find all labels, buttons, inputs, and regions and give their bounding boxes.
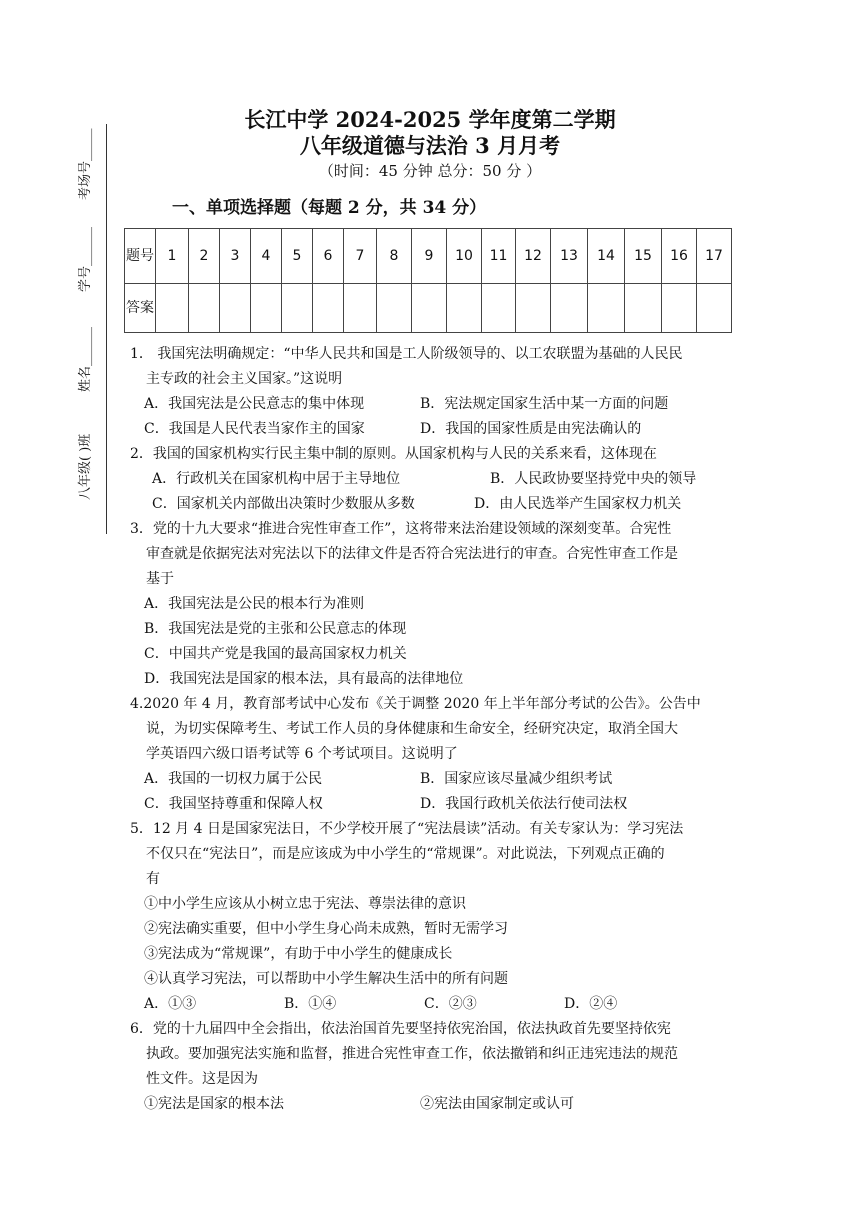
- statement-2: ②宪法确实重要，但中小学生身心尚未成熟，暂时无需学习: [144, 921, 508, 937]
- exam-subtitle: 八年级道德与法治 3 月月考: [299, 133, 561, 158]
- statement-3: ③宪法成为“常规课”，有助于中小学生的健康成长: [144, 946, 453, 962]
- option-d: D．我国的国家性质是由宪法确认的: [420, 421, 642, 437]
- option-row: [130, 417, 740, 442]
- table-cell: 5: [282, 229, 313, 284]
- table-cell: 7: [344, 229, 377, 284]
- option-d: D．由人民选举产生国家权力机关: [474, 496, 682, 512]
- question-6: [130, 1017, 740, 1117]
- question-stem: 3．党的十九大要求“推进合宪性审查工作”，这将带来法治建设领域的深刻变革。合宪性: [130, 521, 672, 537]
- answer-cell[interactable]: [588, 284, 625, 333]
- table-cell: 10: [447, 229, 482, 284]
- answer-cell[interactable]: [282, 284, 313, 333]
- option-c: C．中国共产党是我国的最高国家权力机关: [144, 646, 407, 662]
- question-stem: 性文件。这是因为: [146, 1071, 258, 1087]
- option-a: A．行政机关在国家机构中居于主导地位: [152, 471, 401, 487]
- answer-cell[interactable]: [251, 284, 282, 333]
- table-cell: 13: [551, 229, 588, 284]
- answer-header: 答案: [125, 284, 156, 333]
- answer-cell[interactable]: [662, 284, 697, 333]
- section-title: 一、单项选择题（每题 2 分，共 34 分）: [172, 198, 487, 218]
- option-c: C．国家机关内部做出决策时少数服从多数: [152, 496, 415, 512]
- question-stem: 2．我国的国家机构实行民主集中制的原则。从国家机构与人民的关系来看，这体现在: [130, 446, 657, 462]
- question-stem: 主专政的社会主义国家。”这说明: [146, 371, 343, 387]
- answer-cell[interactable]: [447, 284, 482, 333]
- option-b: B．我国宪法是党的主张和公民意志的体现: [144, 621, 407, 637]
- question-stem: 5．12 月 4 日是国家宪法日，不少学校开展了“宪法晨读”活动。有关专家认为：学习宪法: [130, 821, 684, 837]
- answer-cell[interactable]: [516, 284, 551, 333]
- question-stem: 执政。要加强宪法实施和监督，推进合宪性审查工作，依法撤销和纠正违宪违法的规范: [146, 1046, 678, 1062]
- answer-cell[interactable]: [697, 284, 732, 333]
- answer-cell[interactable]: [189, 284, 220, 333]
- table-cell: 9: [412, 229, 447, 284]
- question-stem: 有: [146, 871, 160, 887]
- name-label: 姓名______: [78, 326, 93, 392]
- question-stem: 4.2020 年 4 月，教育部考试中心发布《关于调整 2020 年上半年部分考试的公告》。公告中: [130, 696, 701, 712]
- answer-cell[interactable]: [156, 284, 189, 333]
- option-a: A．我国的一切权力属于公民: [144, 771, 323, 787]
- table-cell: 11: [482, 229, 516, 284]
- statement-1: ①中小学生应该从小树立忠于宪法、尊崇法律的意识: [144, 896, 466, 912]
- binding-line: [106, 124, 107, 534]
- option-c: C．我国是人民代表当家作主的国家: [144, 421, 365, 437]
- question-stem: 不仅只在“宪法日”，而是应该成为中小学生的“常规课”。对此说法，下列观点正确的: [146, 846, 665, 862]
- question-stem: 6．党的十九届四中全会指出，依法治国首先要坚持依宪治国，依法执政首先要坚持依宪: [130, 1021, 671, 1037]
- answer-table: [124, 228, 732, 333]
- question-5: [130, 817, 740, 1017]
- option-b: B．宪法规定国家生活中某一方面的问题: [420, 396, 669, 412]
- table-cell: 2: [189, 229, 220, 284]
- question-stem: 学英语四六级口语考试等 6 个考试项目。这说明了: [146, 746, 458, 762]
- option-b: B．①④: [284, 996, 337, 1012]
- question-stem: 说，为切实保障考生、考试工作人员的身体健康和生命安全，经研究决定，取消全国大: [146, 721, 678, 737]
- option-c: C．②③: [424, 996, 477, 1012]
- table-cell: 4: [251, 229, 282, 284]
- statement-4: ④认真学习宪法，可以帮助中小学生解决生活中的所有问题: [144, 971, 508, 987]
- statement-row: [130, 1092, 740, 1117]
- answer-cell[interactable]: [377, 284, 412, 333]
- option-row: [130, 792, 740, 817]
- question-1: [130, 342, 740, 442]
- option-row: [130, 992, 740, 1017]
- table-cell: 3: [220, 229, 251, 284]
- option-row: [130, 767, 740, 792]
- exam-title: 长江中学 2024-2025 学年度第二学期: [244, 107, 616, 132]
- student-no-label: 学号______: [78, 226, 93, 292]
- table-cell: 12: [516, 229, 551, 284]
- answer-cell[interactable]: [482, 284, 516, 333]
- answer-cell[interactable]: [220, 284, 251, 333]
- option-d: D．我国行政机关依法行使司法权: [420, 796, 628, 812]
- table-cell: 15: [625, 229, 662, 284]
- table-cell: 14: [588, 229, 625, 284]
- question-stem: 审查就是依据宪法对宪法以下的法律文件是否符合宪法进行的审查。合宪性审查工作是: [146, 546, 678, 562]
- question-list: [130, 342, 740, 1117]
- option-c: C．我国坚持尊重和保障人权: [144, 796, 323, 812]
- answer-cell[interactable]: [625, 284, 662, 333]
- option-row: [130, 492, 740, 517]
- option-d: D．②④: [564, 996, 618, 1012]
- table-cell: 16: [662, 229, 697, 284]
- option-row: [130, 392, 740, 417]
- question-2: [130, 442, 740, 517]
- option-d: D．我国宪法是国家的根本法，具有最高的法律地位: [144, 671, 464, 687]
- exam-info: （时间：45 分钟 总分：50 分 ）: [318, 162, 542, 180]
- table-cell: 17: [697, 229, 732, 284]
- answer-cell[interactable]: [313, 284, 344, 333]
- option-a: A．我国宪法是公民的根本行为准则: [144, 596, 365, 612]
- option-a: A．我国宪法是公民意志的集中体现: [144, 396, 365, 412]
- table-cell: 6: [313, 229, 344, 284]
- class-label: 八年级( )班: [78, 433, 93, 500]
- option-b: B．人民政协要坚持党中央的领导: [490, 471, 697, 487]
- exam-room-label: 考场号_____: [78, 128, 93, 200]
- answer-cell[interactable]: [551, 284, 588, 333]
- answer-cell[interactable]: [344, 284, 377, 333]
- statement-2: ②宪法由国家制定或认可: [420, 1096, 574, 1112]
- table-cell: 1: [156, 229, 189, 284]
- statement-1: ①宪法是国家的根本法: [144, 1096, 284, 1112]
- question-stem: 1． 我国宪法明确规定：“中华人民共和国是工人阶级领导的、以工农联盟为基础的人民民: [130, 346, 683, 362]
- option-row: [130, 467, 740, 492]
- answer-cell[interactable]: [412, 284, 447, 333]
- table-cell: 8: [377, 229, 412, 284]
- option-a: A．①③: [144, 996, 197, 1012]
- option-b: B．国家应该尽量减少组织考试: [420, 771, 613, 787]
- question-stem: 基于: [146, 571, 174, 587]
- question-4: [130, 692, 740, 817]
- question-3: [130, 517, 740, 692]
- question-number-header: 题号: [125, 229, 156, 284]
